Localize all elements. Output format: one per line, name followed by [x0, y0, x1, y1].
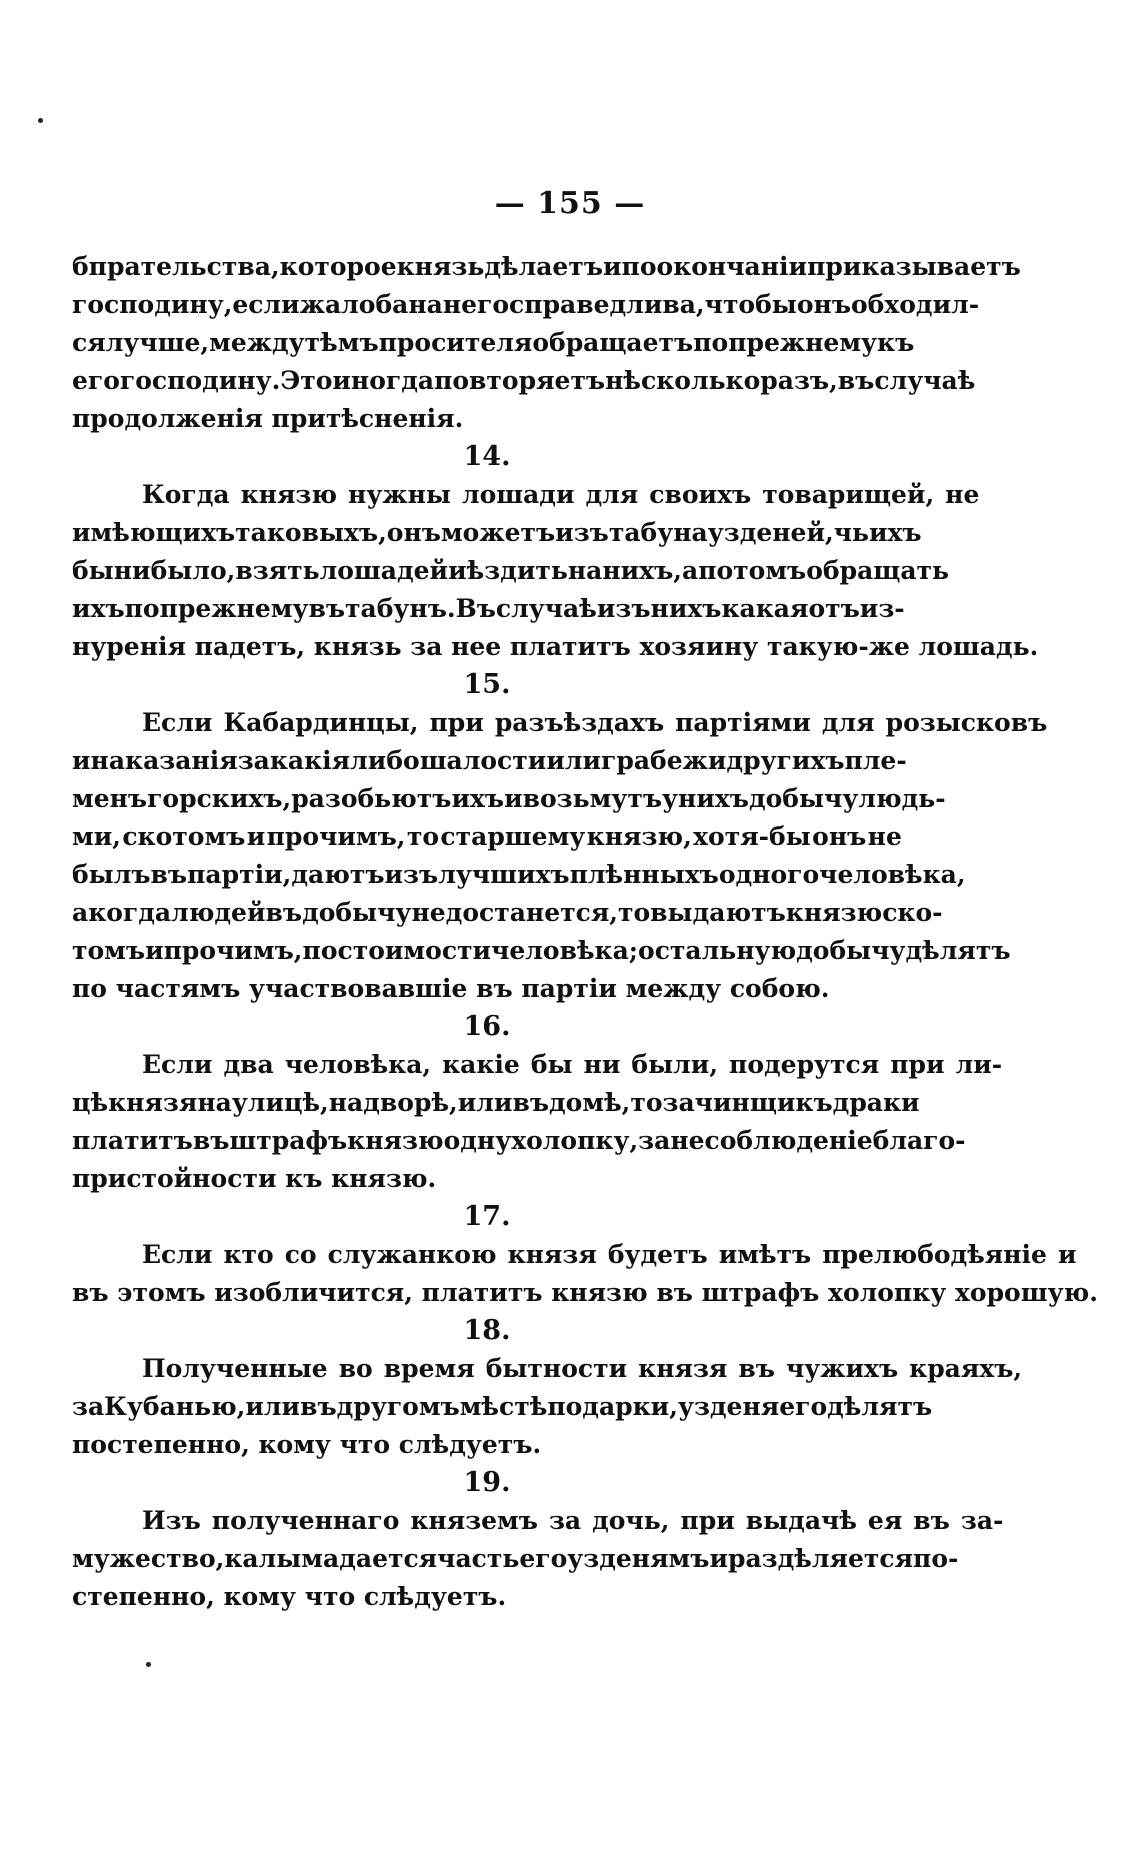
word: полученнаго [211, 1506, 400, 1535]
word: партіи, [187, 860, 292, 889]
word: и [246, 822, 266, 851]
word: за [72, 1392, 105, 1421]
text-line [72, 704, 1048, 742]
word: по [124, 594, 160, 623]
word: нихъ [650, 594, 722, 623]
word: которое [279, 252, 397, 281]
word: людь- [858, 784, 946, 813]
word: у [662, 784, 679, 813]
word: разъѣздахъ [494, 708, 665, 737]
text-body [72, 248, 1098, 1616]
text-line [72, 1388, 933, 1426]
paragraph [72, 438, 1039, 666]
word: менъ [72, 784, 148, 813]
word: на [197, 1088, 232, 1117]
word: бпрательства, [72, 252, 280, 281]
word: старшему [440, 822, 586, 851]
word: князя [507, 1240, 597, 1269]
word: были, [631, 1050, 719, 1079]
text-line [72, 1122, 966, 1160]
word: краяхъ, [909, 1354, 1023, 1383]
word: онъ [386, 518, 441, 547]
word: а [681, 556, 699, 585]
text-line [72, 856, 966, 894]
paragraph [72, 248, 1021, 438]
word: князю [347, 1126, 444, 1155]
word: въ [265, 898, 303, 927]
word: холопку, [511, 1126, 639, 1155]
word: ихъ [72, 594, 125, 623]
word: Если [142, 1050, 213, 1079]
word: для [821, 708, 875, 737]
word: Если [142, 1240, 213, 1269]
word: при [680, 1506, 735, 1535]
section-number: 14. [463, 441, 511, 472]
word: обходил- [851, 290, 980, 319]
page-number: — 155 — [494, 186, 646, 221]
word: имѣтъ [718, 1240, 812, 1269]
word: возьмутъ [522, 784, 662, 813]
word: между [209, 328, 305, 357]
word: мужество, [72, 1544, 225, 1573]
word: ско- [882, 898, 943, 927]
word: князю [785, 898, 883, 927]
word: него [442, 290, 510, 319]
word: со [284, 1240, 317, 1269]
word: узденя [677, 1392, 780, 1421]
word: другихъ [726, 746, 845, 775]
word: къ [877, 328, 915, 357]
word: ни [583, 1050, 621, 1079]
word: его [779, 1392, 828, 1421]
word: наказанія [90, 746, 238, 775]
word: будетъ [607, 1240, 708, 1269]
word: дѣлаетъ [484, 252, 603, 281]
paragraph [72, 1008, 1003, 1198]
word: ѣздить [466, 556, 568, 585]
text-line [72, 514, 922, 552]
word: добычу [302, 898, 412, 927]
word: служанкою [327, 1240, 497, 1269]
word: жалоба [299, 290, 409, 319]
word: разъ, [760, 366, 838, 395]
word: чужихъ [785, 1354, 899, 1383]
word: онъ [812, 822, 867, 851]
word: въ [512, 1088, 550, 1117]
word: князю, [586, 822, 692, 851]
word: своихъ [649, 480, 752, 509]
word: человѣка, [284, 1050, 432, 1079]
section-number: 18. [463, 1315, 511, 1346]
word: ми, [72, 822, 121, 851]
word: благо- [872, 1126, 966, 1155]
word: кто [223, 1240, 274, 1269]
word: изъ [384, 860, 439, 889]
text-line: постепенно, кому что слѣдуетъ. [72, 1430, 542, 1459]
word: время [383, 1354, 475, 1383]
word: прочимъ, [163, 936, 303, 965]
word: другомъ [336, 1392, 460, 1421]
text-line [72, 1502, 1004, 1540]
word: какія [269, 746, 351, 775]
word: Въ [455, 594, 496, 623]
word: Кабардинцы, [223, 708, 419, 737]
word: для [585, 480, 639, 509]
word: чьихъ [833, 518, 922, 547]
word: бытности [485, 1354, 628, 1383]
word: или [546, 746, 602, 775]
word: чтобы [704, 290, 797, 319]
text-line [72, 476, 980, 514]
word: калыма [224, 1544, 340, 1573]
word: когда [88, 898, 172, 927]
text-line: въ этомъ изобличится, платитъ князю въ штрафъ холопку хорошую. [72, 1278, 1098, 1307]
word: Кубанью, [104, 1392, 246, 1421]
word: повторяетъ [434, 366, 606, 395]
word: и [504, 784, 523, 813]
word: тѣмъ [304, 328, 379, 357]
word: шалости [419, 746, 547, 775]
word: по [621, 252, 657, 281]
word: добычу [748, 784, 859, 813]
word: лошади [461, 480, 575, 509]
word: на [567, 556, 603, 585]
text-line [72, 894, 943, 932]
word: выдаютъ [650, 898, 786, 927]
word: и [1057, 1240, 1077, 1269]
word: обращаетъ [532, 328, 694, 357]
word: розысковъ [885, 708, 1048, 737]
word: въ [913, 1506, 950, 1535]
word: нужны [348, 480, 451, 509]
word: ни [113, 556, 151, 585]
word: за [237, 746, 270, 775]
word: за [548, 1506, 582, 1535]
word: пле- [844, 746, 907, 775]
word: одного [718, 860, 820, 889]
paragraph [72, 1464, 1004, 1616]
word: товарищей, [762, 480, 935, 509]
text-line [72, 818, 902, 856]
word: во [338, 1354, 373, 1383]
section-number: 15. [463, 669, 511, 700]
text-line [72, 362, 976, 400]
word: цѣ [72, 1088, 109, 1117]
word: въ [300, 1392, 337, 1421]
word: выдачѣ [745, 1506, 857, 1535]
word: онъ [796, 290, 851, 319]
word: нихъ [678, 784, 749, 813]
word: на [328, 1088, 364, 1117]
word: людей [171, 898, 266, 927]
paragraph [72, 1198, 1098, 1312]
word: таковыхъ, [235, 518, 387, 547]
word: князь [396, 252, 485, 281]
text-line [72, 590, 905, 628]
word: раздѣляется [727, 1544, 914, 1573]
word: просителя [378, 328, 533, 357]
word: табунъ. [345, 594, 456, 623]
word: взять [235, 556, 320, 585]
word: два [223, 1050, 274, 1079]
paragraph [72, 1312, 1023, 1464]
word: иногда [332, 366, 435, 395]
word: лошадей [319, 556, 449, 585]
word: окончаніи [656, 252, 808, 281]
word: или [245, 1392, 301, 1421]
word: можетъ [440, 518, 556, 547]
word: господину, [72, 290, 233, 319]
word: Это [280, 366, 333, 395]
word: из- [859, 594, 905, 623]
word: изъ [555, 518, 609, 547]
word: несоблюденіе [670, 1126, 873, 1155]
word: обращать [806, 556, 949, 585]
word: не [867, 822, 902, 851]
word: Когда [142, 480, 230, 509]
word: подарки, [547, 1392, 678, 1421]
word: добычу [796, 936, 906, 965]
word: и [709, 1544, 728, 1573]
word: Изъ [142, 1506, 201, 1535]
word: то [406, 822, 440, 851]
word: какая [721, 594, 809, 623]
word: стоимости [337, 936, 492, 965]
text-line: нуренія падетъ, князь за нее платитъ хозяину такую-же лошадь. [72, 632, 1039, 661]
word: одну [443, 1126, 512, 1155]
text-line: пристойности къ князю. [72, 1164, 437, 1193]
word: случаѣ [874, 366, 976, 395]
word: или [457, 1088, 513, 1117]
word: за- [960, 1506, 1004, 1535]
word: бы [530, 1050, 573, 1079]
word: узденей, [707, 518, 834, 547]
word: человѣка, [819, 860, 966, 889]
word: изъ [596, 594, 651, 623]
word: грабежи [601, 746, 727, 775]
word: либо [350, 746, 420, 775]
word: даютъ [291, 860, 385, 889]
word: князя [108, 1088, 198, 1117]
word: а [72, 898, 89, 927]
word: случаѣ [495, 594, 597, 623]
text-line [72, 324, 915, 362]
text-line [72, 248, 1021, 286]
word: мѣстѣ [459, 1392, 548, 1421]
text-line [72, 1236, 1077, 1274]
section-number: 19. [463, 1467, 511, 1498]
word: и [448, 556, 467, 585]
word: томъ [72, 936, 146, 965]
word: лучшихъ [438, 860, 570, 889]
word: въ [837, 366, 875, 395]
word: какіе [442, 1050, 520, 1079]
text-line [72, 552, 949, 590]
word: платитъ [72, 1126, 193, 1155]
word: бы [72, 556, 114, 585]
word: въ [738, 1354, 775, 1383]
word: господину. [119, 366, 281, 395]
word: въ [150, 860, 188, 889]
word: человѣка; [491, 936, 639, 965]
word: ихъ [451, 784, 505, 813]
word: табуна [608, 518, 708, 547]
word: то [618, 898, 651, 927]
word: приказываетъ [807, 252, 1021, 281]
word: отъ [808, 594, 860, 623]
word: прежнему [728, 328, 878, 357]
word: на [408, 290, 443, 319]
word: и [72, 746, 91, 775]
word: по [302, 936, 338, 965]
text-line [72, 1540, 959, 1578]
text-line: по частямъ участвовавшіе въ партіи между собою. [72, 974, 830, 1003]
word: справедлива, [509, 290, 705, 319]
ink-speck [38, 118, 43, 123]
word: по- [913, 1544, 959, 1573]
word: потомъ [698, 556, 807, 585]
word: скотомъ [122, 822, 246, 851]
word: достанется, [445, 898, 618, 927]
word: и [603, 252, 622, 281]
text-line: продолженія притѣсненія. [72, 404, 464, 433]
text-line [72, 1046, 1003, 1084]
text-line [72, 1084, 920, 1122]
word: плѣнныхъ [569, 860, 719, 889]
word: за [638, 1126, 671, 1155]
word: дочь, [592, 1506, 670, 1535]
word: прежнему [159, 594, 309, 623]
word: было, [150, 556, 236, 585]
text-line [72, 1350, 1023, 1388]
word: часть [437, 1544, 520, 1573]
word: его [72, 366, 120, 395]
word: имѣющихъ [72, 518, 236, 547]
word: драки [832, 1088, 920, 1117]
word: то [630, 1088, 663, 1117]
word: князя [638, 1354, 728, 1383]
word: узденямъ [567, 1544, 710, 1573]
section-number: 17. [463, 1201, 511, 1232]
word: дѣлятъ [827, 1392, 933, 1421]
word: остальную [638, 936, 797, 965]
word: зачинщикъ [662, 1088, 833, 1117]
paragraph [72, 666, 1048, 1008]
word: въ [308, 594, 346, 623]
word: его [519, 1544, 568, 1573]
word: ли- [955, 1050, 1003, 1079]
word: княземъ [410, 1506, 538, 1535]
word: въ [192, 1126, 230, 1155]
word: хотя-бы [693, 822, 811, 851]
word: и [145, 936, 164, 965]
word: лучше, [105, 328, 210, 357]
word: Если [142, 708, 213, 737]
word: разобьютъ [291, 784, 452, 813]
word: не [411, 898, 446, 927]
word: Полученные [142, 1354, 328, 1383]
word: ся [72, 328, 106, 357]
word: домѣ, [549, 1088, 631, 1117]
text-line [72, 286, 980, 324]
word: горскихъ, [147, 784, 292, 813]
word: прочимъ, [266, 822, 406, 851]
word: штрафъ [229, 1126, 348, 1155]
word: партіями [675, 708, 811, 737]
ink-speck [146, 1662, 151, 1667]
word: прелюбодѣяніе [822, 1240, 1047, 1269]
word: дѣлятъ [905, 936, 1011, 965]
word: дается [339, 1544, 438, 1573]
word: при [890, 1050, 945, 1079]
text-line [72, 780, 946, 818]
word: по [693, 328, 729, 357]
word: нихъ, [602, 556, 682, 585]
word: если [232, 290, 300, 319]
text-line: степенно, кому что слѣдуетъ. [72, 1582, 507, 1611]
word: улицѣ, [231, 1088, 329, 1117]
word: не [945, 480, 980, 509]
word: при [429, 708, 484, 737]
word: подерутся [729, 1050, 880, 1079]
word: нѣсколько [605, 366, 761, 395]
text-line [72, 742, 907, 780]
word: ея [867, 1506, 903, 1535]
word: былъ [72, 860, 151, 889]
word: дворѣ, [363, 1088, 458, 1117]
word: князю [240, 480, 338, 509]
section-number: 16. [463, 1011, 511, 1042]
text-line [72, 932, 1011, 970]
